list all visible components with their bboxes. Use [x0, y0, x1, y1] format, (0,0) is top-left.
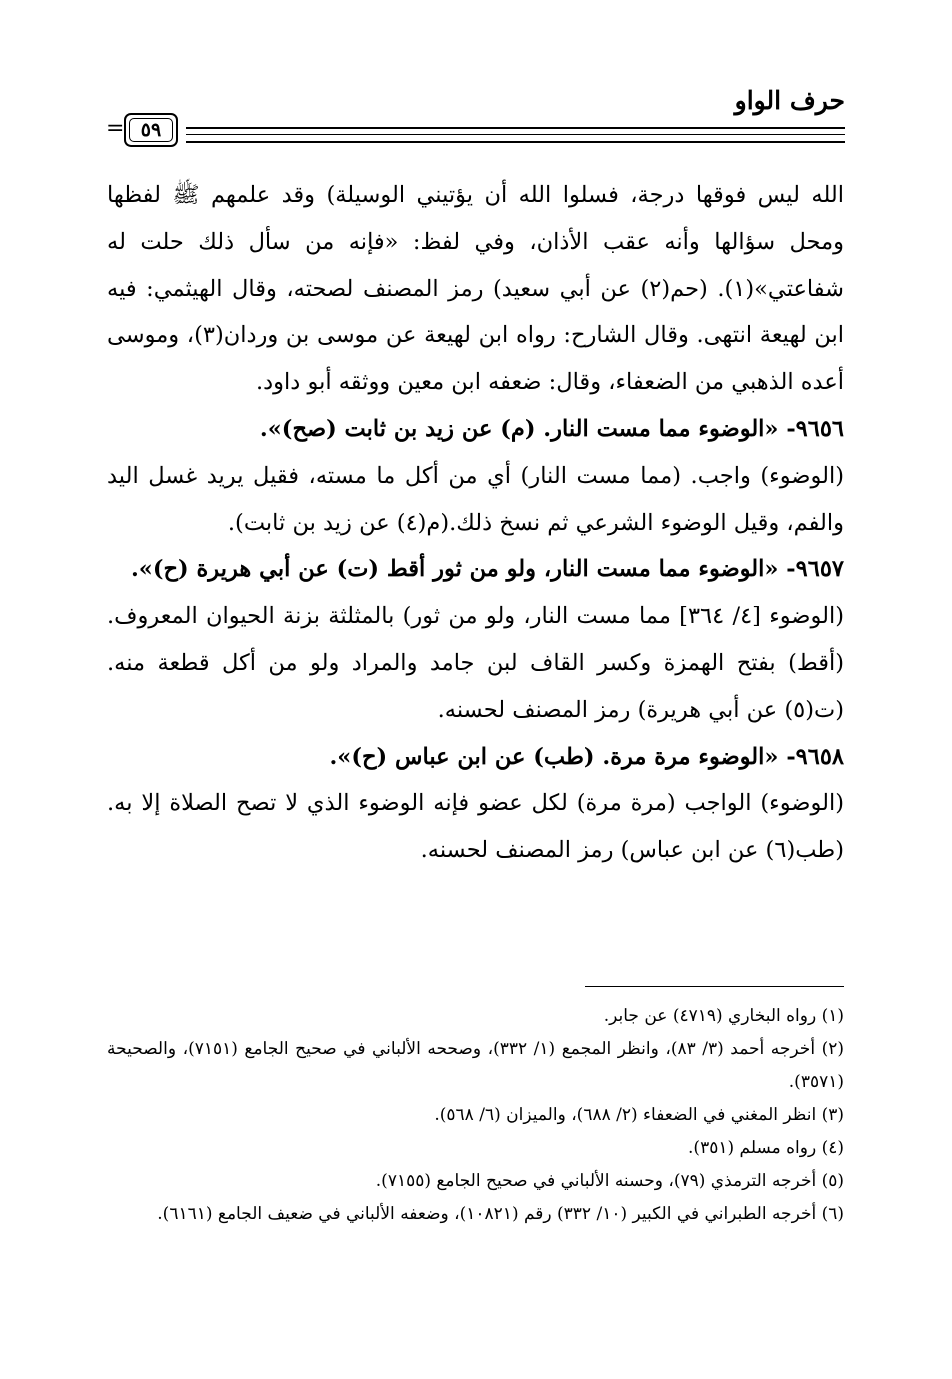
- footnote: (٥) أخرجه الترمذي (٧٩)، وحسنه الألباني في صحيح الجامع (٧١٥٥).: [375, 1171, 844, 1191]
- paragraph: الله ليس فوقها درجة، فسلوا الله أن يؤتيني الوسيلة) وقد علمهم ﷺ لفظها ومحل سؤالها وأنه عقب الأذان، وفي لفظ: «فإنه من سأل ذلك حلت له شفاعتي»(١). (حم(٢) عن أبي سعيد) رمز المصنف لصحته، وقال الهيثمي: فيه ابن لهيعة انتهى. وقال الشارح: رواه ابن لهيعة عن موسى بن وردان(٣)، وموسى أعده الذهبي من الضعفاء، وقال: ضعفه ابن معين ووثقه أبو داود.: [107, 182, 844, 396]
- paragraph: (الوضوء) واجب. (مما مست النار) أي من أكل ما مسته، فقيل يريد غسل اليد والفم، وقيل الوضوء الشرعي ثم نسخ ذلك.(م(٤) عن زيد بن ثابت).: [107, 462, 844, 536]
- footnote: (٤) رواه مسلم (٣٥١).: [688, 1138, 844, 1158]
- hadith-entry: ٩٦٥٨- «الوضوء مرة مرة. (طب) عن ابن عباس (ح)».: [329, 743, 844, 770]
- paragraph: (الوضوء [٤/ ٣٦٤] مما مست النار، ولو من ثور) بالمثلثة بزنة الحيوان المعروف. (أقط) بفتح الهمزة وكسر القاف لبن جامد والمراد ولو من أكل قطعة منه. (ت(٥) عن أبي هريرة) رمز المصنف لحسنه.: [107, 603, 845, 723]
- page-number-ornament: =: [106, 116, 125, 141]
- page-number: ٥٩: [140, 119, 162, 141]
- header-rule-thick-bottom: [186, 141, 845, 143]
- footnote: (٦) أخرجه الطبراني في الكبير (١٠/ ٣٣٢) رقم (١٠٨٢١)، وضعفه الألباني في ضعيف الجامع (٦١٦١).: [157, 1204, 844, 1224]
- footnote-separator: [585, 986, 844, 987]
- header-rule-thick-top: [186, 127, 845, 129]
- footnote: (٣) انظر المغني في الضعفاء (٢/ ٦٨٨)، والميزان (٦/ ٥٦٨).: [434, 1105, 844, 1125]
- chapter-title: حرف الواو: [734, 86, 845, 115]
- paragraph: (الوضوء) الواجب (مرة مرة) لكل عضو فإنه الوضوء الذي لا تصح الصلاة إلا به. (طب(٦) عن ابن عباس) رمز المصنف لحسنه.: [107, 790, 844, 864]
- main-text: [107, 172, 844, 874]
- hadith-entry: ٩٦٥٦- «الوضوء مما مست النار. (م) عن زيد بن ثابت (صح)».: [259, 415, 844, 442]
- hadith-entry: ٩٦٥٧- «الوضوء مما مست النار، ولو من ثور أقط (ت) عن أبي هريرة (ح)».: [130, 556, 844, 583]
- footnotes: [107, 1000, 844, 1231]
- footnote: (٢) أخرجه أحمد (٣/ ٨٣)، وانظر المجمع (١/ ٣٣٢)، وصححه الألباني في صحيح الجامع (٧١٥١)، والصحيحة (٣٥٧١).: [107, 1039, 844, 1092]
- header-rule-thin: [186, 134, 845, 135]
- page-number-frame: [124, 113, 178, 147]
- footnote: (١) رواه البخاري (٤٧١٩) عن جابر.: [603, 1006, 844, 1026]
